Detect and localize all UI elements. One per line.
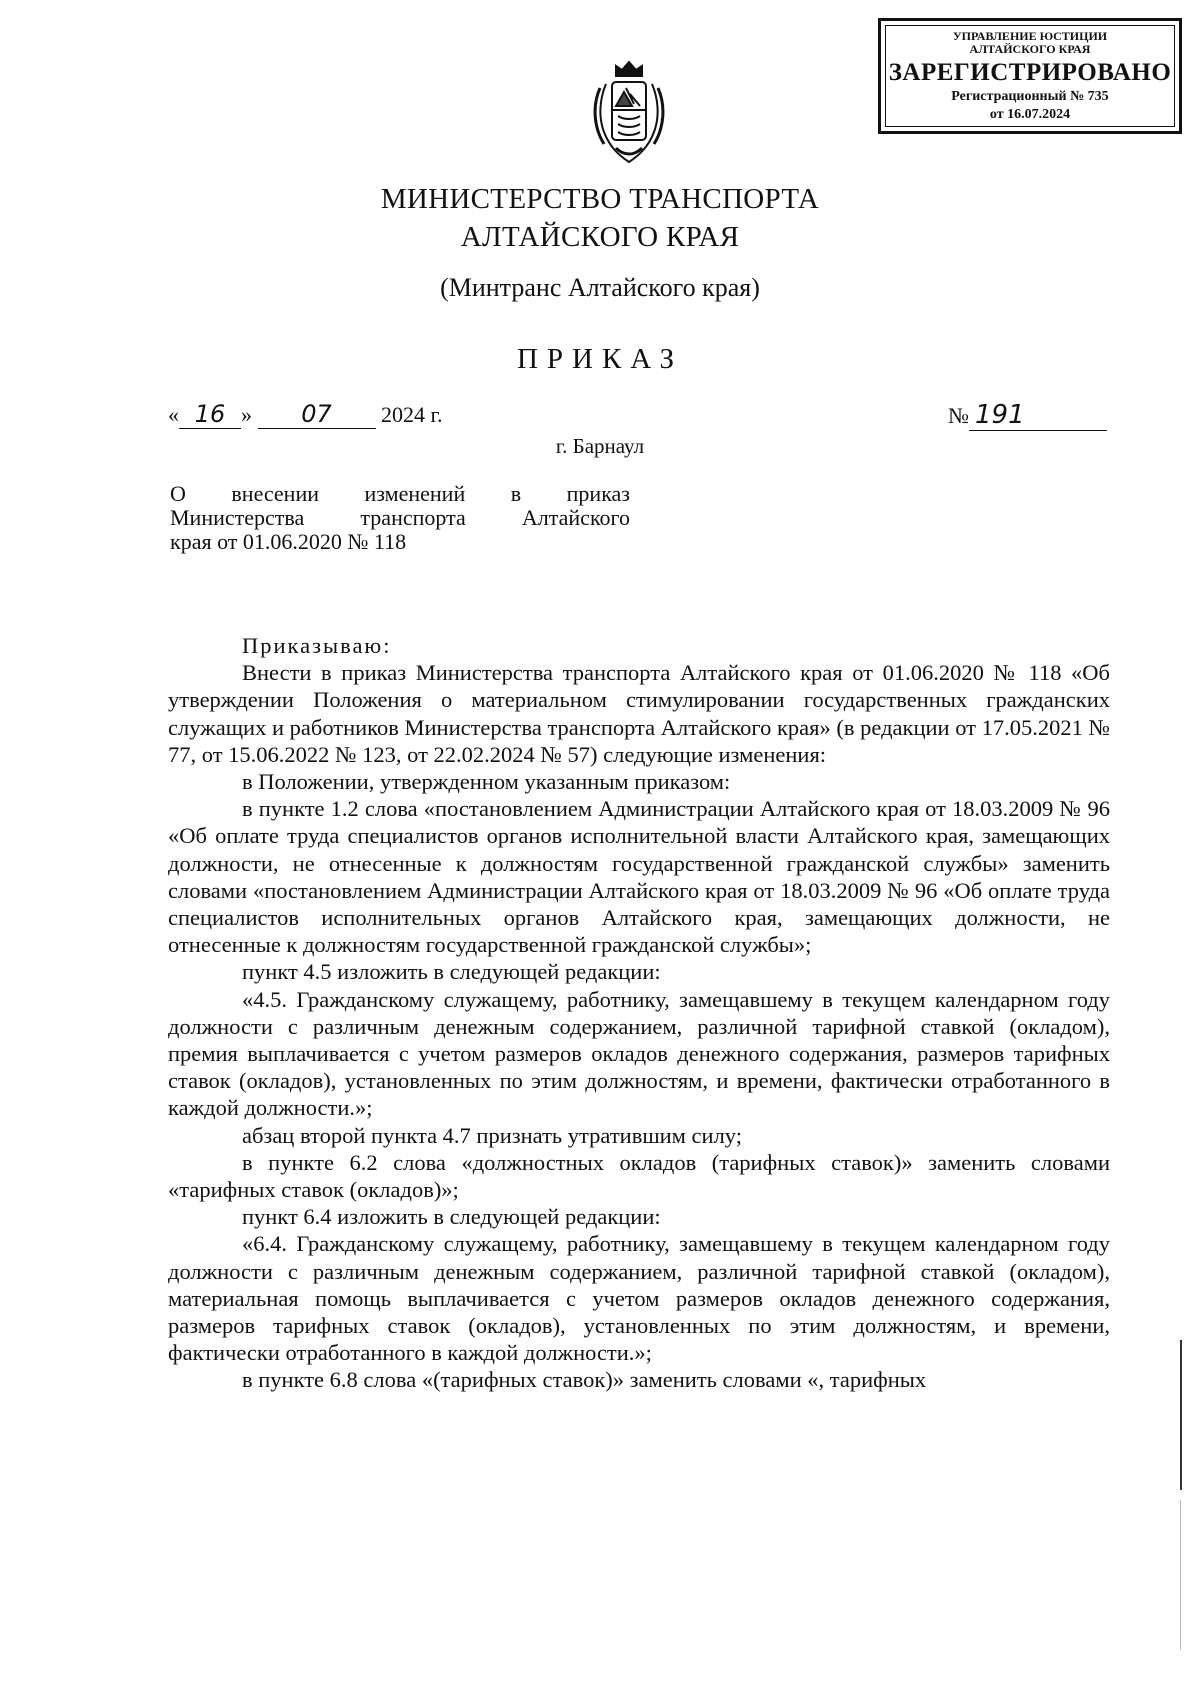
stamp-inner-border: [885, 25, 1175, 127]
body-paragraph-6: абзац второй пункта 4.7 признать утратившим силу;: [242, 1122, 743, 1148]
body-paragraph-8: пункт 6.4 изложить в следующей редакции:: [242, 1204, 661, 1230]
ministry-name: [0, 180, 1200, 256]
order-body: [168, 632, 1110, 1394]
subject-line2: Министерства транспорта Алтайского: [170, 505, 630, 530]
coat-of-arms-emblem: [586, 58, 672, 166]
document-type-title: ПРИКАЗ: [516, 343, 684, 375]
ministry-name-line1: МИНИСТЕРСТВО ТРАНСПОРТА: [380, 183, 820, 215]
stamp-authority: [886, 30, 1174, 56]
order-number-label: №: [948, 403, 969, 428]
body-paragraph-1: Внести в приказ Министерства транспорта Алтайского края от 01.06.2020 № 118 «Об утверждении Положения о материальном стимулировании государственных гражданских служащих и работников Министерства транспорта Алтайского края» (в редакции от 17.05.2021 № 77, от 15.06.2022 № 123, от 22.02.2024 № 57) следующие изменения:: [168, 660, 1110, 767]
order-city: г. Барнаул: [555, 434, 645, 458]
body-paragraph-2: в Положении, утвержденном указанным приказом:: [242, 769, 731, 795]
subject-line3: края от 01.06.2020 № 118: [170, 529, 407, 554]
scan-margin-mark-faint: [1180, 1500, 1181, 1650]
body-paragraph-9: «6.4. Гражданскому служащему, работнику, замещавшему в текущем календарном году должности с различным денежным содержанием, различной тарифной ставкой (окладом), материальная помощь выплачивается с учетом размеров окладов денежного содержания, размеров тарифных ставок (окладов), установленных по этим должностям, и времени, фактически отработанного в каждой должности.»;: [168, 1231, 1110, 1366]
stamp-reg-date: от 16.07.2024: [989, 107, 1071, 122]
date-open-quote: «: [168, 402, 179, 427]
subject-line1: О внесении изменений в приказ: [170, 481, 630, 506]
scan-margin-mark: [1180, 1340, 1182, 1490]
body-paragraph-4: пункт 4.5 изложить в следующей редакции:: [242, 959, 661, 985]
stamp-authority-line2: АЛТАЙСКОГО КРАЯ: [969, 42, 1091, 56]
order-number-value: 191: [969, 400, 1107, 431]
stamp-status: ЗАРЕГИСТРИРОВАНО: [888, 59, 1172, 86]
body-paragraph-10: в пункте 6.8 слова «(тарифных ставок)» заменить словами «, тарифных: [242, 1367, 927, 1393]
body-paragraph-3: в пункте 1.2 слова «постановлением Администрации Алтайского края от 18.03.2009 № 96 «Об оплате труда специалистов органов исполнительной власти Алтайского края, замещающих должности, не отнесенные к должностям государственной гражданской службы» заменить словами «постановлением Администрации Алтайского края от 18.03.2009 № 96 «Об оплате труда специалистов исполнительных органов Алтайского края, замещающих должности, не отнесенные к должностям государственной гражданской службы»;: [168, 796, 1110, 958]
body-paragraph-5: «4.5. Гражданскому служащему, работнику, замещавшему в текущем календарном году должности с различным денежным содержанием, различной тарифной ставкой (окладом), премия выплачивается с учетом размеров окладов денежного содержания, размеров тарифных ставок (окладов), установленных по этим должностям, и времени, фактически отработанного в каждой должности.»;: [168, 986, 1110, 1121]
order-year: 2024 г.: [381, 402, 443, 427]
order-number: [948, 400, 1107, 431]
stamp-reg-number: Регистрационный № 735: [951, 89, 1109, 104]
order-date: [168, 400, 443, 429]
ministry-short-name: (Минтранс Алтайского края): [440, 273, 760, 302]
stamp-authority-line1: УПРАВЛЕНИЕ ЮСТИЦИИ: [952, 29, 1108, 43]
date-close-quote: »: [241, 402, 252, 427]
order-subject: [170, 482, 630, 554]
body-paragraph-7: в пункте 6.2 слова «должностных окладов (тарифных ставок)» заменить словами «тарифных ставок (окладов)»;: [168, 1149, 1110, 1203]
orders-phrase: Приказываю:: [242, 633, 392, 658]
order-day: 16: [179, 400, 241, 429]
ministry-name-line2: АЛТАЙСКОГО КРАЯ: [460, 221, 740, 253]
registration-stamp: [878, 18, 1182, 134]
order-month: 07: [258, 400, 376, 429]
